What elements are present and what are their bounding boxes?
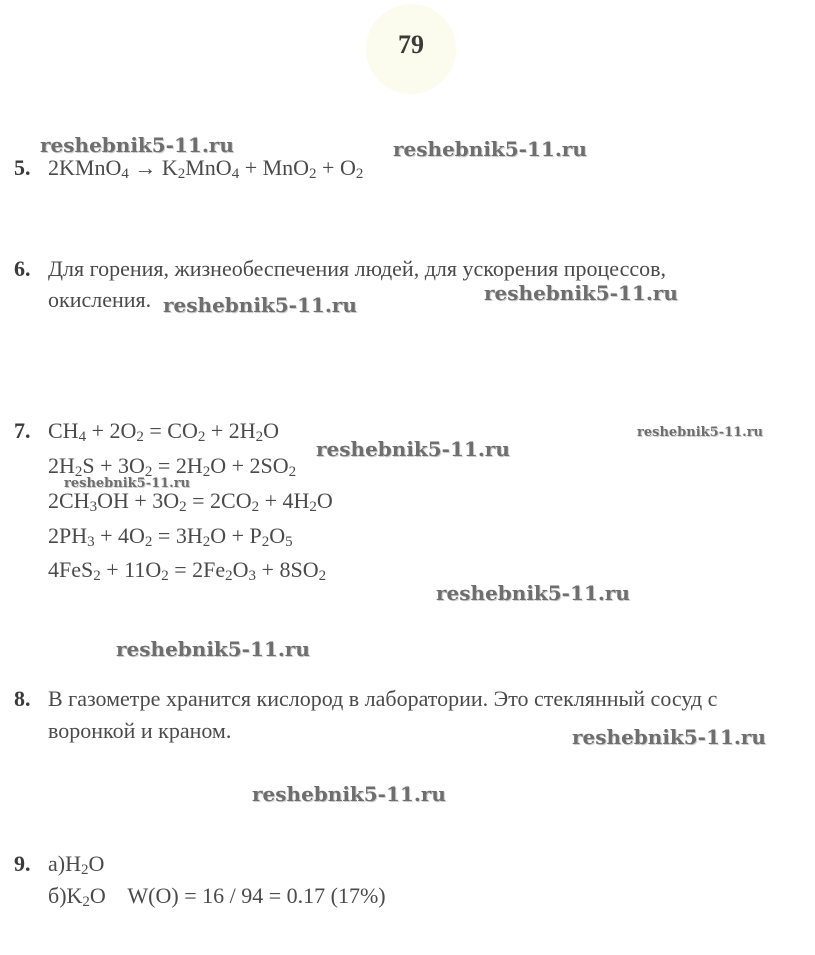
watermark: reshebnik5-11.ru xyxy=(116,637,310,661)
question-7-line-4: $2PH_3 + 4O_2 = 3H_2O + P_2O_5$ xyxy=(48,523,293,550)
page-number: 79 xyxy=(398,30,424,59)
question-7-number: 7. xyxy=(14,418,31,443)
question-7-line-1: $CH_4 + 2O_2 = CO_2 + 2H_2O$ xyxy=(48,418,280,445)
watermark: reshebnik5-11.ru xyxy=(163,293,357,317)
question-7-line-2: $2H_2S + 3O_2 = 2H_2O + 2SO_2$ xyxy=(48,453,297,480)
watermark: reshebnik5-11.ru xyxy=(572,725,766,749)
question-9-line-1: $а)H_2O$ xyxy=(48,851,105,878)
watermark: reshebnik5-11.ru xyxy=(64,476,191,491)
watermark: reshebnik5-11.ru xyxy=(40,133,234,157)
question-8-line-2: воронкой и краном. xyxy=(48,718,232,743)
watermark: reshebnik5-11.ru xyxy=(436,581,630,605)
question-8-line-1: В газометре хранится кислород в лаборатории. Это стеклянный сосуд с xyxy=(48,686,718,711)
question-7-line-3: $2CH_3OH + 3O_2 = 2CO_2 + 4H_2O$ xyxy=(48,488,333,515)
watermark: reshebnik5-11.ru xyxy=(393,137,587,161)
question-8-number: 8. xyxy=(14,686,31,711)
watermark: reshebnik5-11.ru xyxy=(637,425,764,440)
question-5-number: 5. xyxy=(14,155,31,180)
question-7-line-5: $4FeS_2 + 11O_2 = 2Fe_2O_3 + 8SO_2$ xyxy=(48,557,327,584)
watermark: reshebnik5-11.ru xyxy=(316,437,510,461)
question-9-number: 9. xyxy=(14,851,31,876)
question-6-line-2: окисления. xyxy=(48,287,152,312)
watermark: reshebnik5-11.ru xyxy=(252,782,446,806)
question-9-line-2: $б)K_2O$ W(O) = 16 / 94 = 0.17 (17%) xyxy=(48,883,386,910)
question-6-number: 6. xyxy=(14,256,31,281)
question-6-line-1: Для горения, жизнеобеспечения людей, для ускорения процессов, xyxy=(48,256,667,281)
question-5-line-1: 2KMnO$_4$ → $K_2MnO_4 + MnO_2 + O_2$ xyxy=(48,155,364,182)
watermark: reshebnik5-11.ru xyxy=(484,281,678,305)
